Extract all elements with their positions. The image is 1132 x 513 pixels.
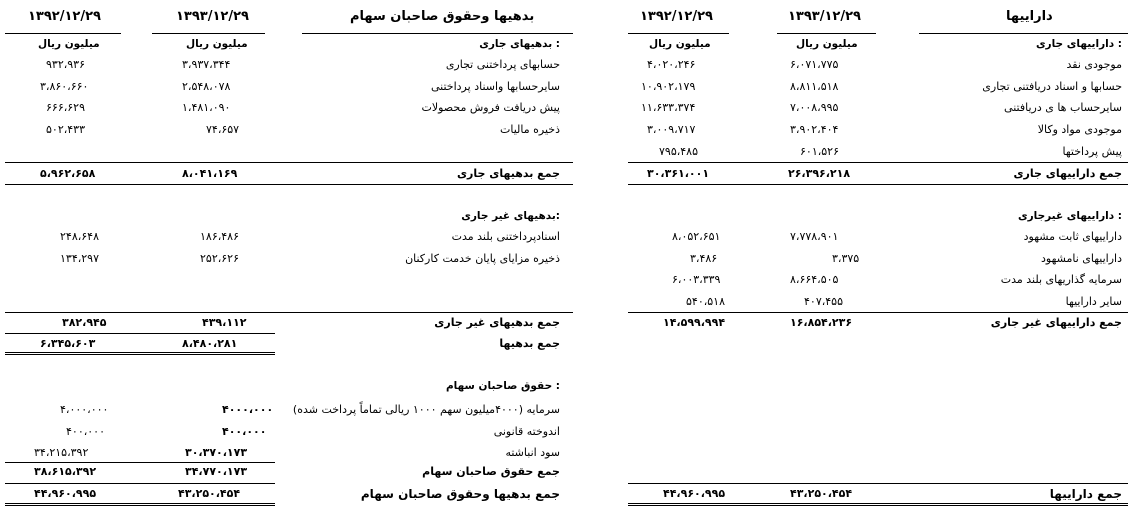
liabilities-row-v1393: ۱،۴۸۱،۰۹۰ <box>182 101 231 114</box>
liabilities-row-v1393: ۲۵۲،۶۲۶ <box>200 252 239 265</box>
assets-noncurrent-top-rule <box>628 312 1128 313</box>
assets-unit-1393: میلیون ریال <box>796 38 858 50</box>
assets-row-v1393: ۶،۰۷۱،۷۷۵ <box>790 58 839 71</box>
assets-col-1393-rule <box>777 33 876 34</box>
assets-row-v1392: ۳،۴۸۶ <box>690 252 718 265</box>
liabilities-unit-1392: میلیون ریال <box>38 38 100 50</box>
assets-noncurrent-total-v1392: ۱۴،۵۹۹،۹۹۴ <box>663 316 726 329</box>
liabilities-row-label: اسنادپرداختنی بلند مدت <box>451 230 560 243</box>
assets-noncurrent-heading: داراییهای غیرجاری : <box>1017 210 1122 222</box>
liabilities-current-total-v1393: ۸،۰۴۱،۱۶۹ <box>182 167 238 180</box>
assets-row-v1393: ۴۰۷،۴۵۵ <box>804 295 843 308</box>
assets-header-rule <box>919 33 1128 34</box>
assets-col-1393: ۱۳۹۳/۱۲/۲۹ <box>788 9 861 24</box>
assets-row-v1392: ۱۱،۶۳۳،۳۷۴ <box>641 101 696 114</box>
liabilities-row-v1392: ۱۳۴،۲۹۷ <box>60 252 99 265</box>
liabilities-row-v1393: ۱۸۶،۴۸۶ <box>200 230 239 243</box>
assets-row-v1392: ۵۴۰،۵۱۸ <box>686 295 725 308</box>
liabilities-grand-total-v1392: ۴۴،۹۶۰،۹۹۵ <box>34 487 97 500</box>
liabilities-row-label: ذخیره مزایای پایان خدمت کارکنان <box>405 252 560 265</box>
equity-row-v1393: ۳۰،۳۷۰،۱۷۳ <box>185 446 248 459</box>
assets-noncurrent-total-label: جمع داراییهای غیر جاری <box>990 316 1122 329</box>
assets-current-total-v1392: ۳۰،۳۶۱،۰۰۱ <box>647 167 710 180</box>
liabilities-row-v1392: ۵۰۲،۴۳۳ <box>46 123 85 136</box>
liabilities-row-v1392: ۹۳۲،۹۳۶ <box>46 58 85 71</box>
assets-current-heading: داراییهای جاری : <box>1035 38 1122 50</box>
assets-row-v1392: ۳،۰۰۹،۷۱۷ <box>647 123 696 136</box>
liabilities-total-top-rule <box>5 333 275 334</box>
assets-row-label: سایر داراییها <box>1065 295 1122 308</box>
equity-total-v1393: ۳۴،۷۷۰،۱۷۳ <box>185 465 248 478</box>
assets-row-label: موجودی نقد <box>1066 58 1122 71</box>
liabilities-noncurrent-total-label: جمع بدهیهای غیر جاری <box>434 316 560 329</box>
liabilities-noncurrent-top-rule <box>5 312 573 313</box>
liabilities-total-v1393: ۸،۴۸۰،۲۸۱ <box>182 337 238 350</box>
liabilities-header-rule <box>302 33 573 34</box>
assets-grand-total-double-rule <box>628 503 1128 506</box>
assets-row-v1393: ۳،۳۷۵ <box>832 252 860 265</box>
assets-row-v1392: ۸،۰۵۲،۶۵۱ <box>672 230 721 243</box>
assets-unit-1392: میلیون ریال <box>649 38 711 50</box>
equity-total-top-rule <box>5 462 275 463</box>
assets-grand-total-label: جمع داراییها <box>1049 487 1122 501</box>
assets-current-total-label: جمع داراییهای جاری <box>1013 167 1122 180</box>
liabilities-current-top-rule <box>5 162 573 163</box>
liabilities-grand-total-label: جمع بدهیها وحقوق صاحبان سهام <box>360 487 560 501</box>
assets-row-label: داراییهای ثابت مشهود <box>1023 230 1122 243</box>
assets-row-v1392: ۴،۰۲۰،۲۴۶ <box>647 58 696 71</box>
assets-grand-total-v1393: ۴۳،۲۵۰،۴۵۴ <box>790 487 853 500</box>
liabilities-row-v1392: ۶۶۶،۶۲۹ <box>46 101 85 114</box>
liabilities-row-label: حسابهای پرداختنی تجاری <box>445 58 560 71</box>
equity-row-v1392: ۳۴،۲۱۵،۳۹۲ <box>34 446 89 459</box>
assets-row-v1392: ۶،۰۰۳،۳۳۹ <box>672 273 721 286</box>
liabilities-noncurrent-heading: بدهیهای غیر جاری: <box>461 210 560 222</box>
equity-row-v1393: ۴۰۰،۰۰۰ <box>222 425 267 438</box>
liabilities-total-double-rule <box>5 352 275 355</box>
assets-row-label: موجودی مواد وکالا <box>1037 123 1122 136</box>
assets-current-total-v1393: ۲۶،۳۹۶،۲۱۸ <box>788 167 851 180</box>
assets-grand-total-top-rule <box>628 483 1128 484</box>
assets-grand-total-v1392: ۴۴،۹۶۰،۹۹۵ <box>663 487 726 500</box>
assets-noncurrent-total-v1393: ۱۶،۸۵۴،۲۳۶ <box>790 316 853 329</box>
liabilities-row-label: ذخیره مالیات <box>500 123 560 136</box>
liabilities-col-1392: ۱۳۹۲/۱۲/۲۹ <box>28 9 101 24</box>
liabilities-grand-total-v1393: ۴۳،۲۵۰،۴۵۴ <box>178 487 241 500</box>
assets-row-label: حسابها و اسناد دریافتنی تجاری <box>982 80 1122 93</box>
liabilities-noncurrent-total-v1392: ۳۸۲،۹۴۵ <box>62 316 107 329</box>
equity-total-v1392: ۳۸،۶۱۵،۳۹۲ <box>34 465 97 478</box>
liabilities-row-v1392: ۳،۸۶۰،۶۶۰ <box>40 80 89 93</box>
liabilities-grand-total-top-rule <box>5 483 275 484</box>
equity-heading: حقوق صاحبان سهام : <box>445 380 560 392</box>
liabilities-current-total-label: جمع بدهیهای جاری <box>456 167 560 180</box>
liabilities-unit-1393: میلیون ریال <box>186 38 248 50</box>
liabilities-col-1392-rule <box>5 33 121 34</box>
equity-row-v1392: ۴،۰۰۰،۰۰۰ <box>60 403 109 416</box>
liabilities-current-heading: بدهیهای جاری : <box>479 38 560 50</box>
assets-row-v1393: ۷،۷۷۸،۹۰۱ <box>790 230 839 243</box>
assets-row-label: داراییهای نامشهود <box>1040 252 1122 265</box>
liabilities-col-1393-rule <box>152 33 265 34</box>
assets-row-label: سرمایه گذاریهای بلند مدت <box>1000 273 1122 286</box>
liabilities-grand-total-double-rule <box>5 503 275 506</box>
equity-row-v1393: ۴۰۰۰،۰۰۰ <box>222 403 274 416</box>
assets-header: داراییها <box>1006 9 1053 24</box>
assets-col-1392: ۱۳۹۲/۱۲/۲۹ <box>640 9 713 24</box>
equity-row-v1392: ۴۰۰،۰۰۰ <box>66 425 105 438</box>
assets-row-v1393: ۸،۸۱۱،۵۱۸ <box>790 80 839 93</box>
liabilities-total-v1392: ۶،۳۴۵،۶۰۳ <box>40 337 96 350</box>
equity-total-label: جمع حقوق صاحبان سهام <box>422 465 560 478</box>
assets-row-v1393: ۷،۰۰۸،۹۹۵ <box>790 101 839 114</box>
liabilities-row-v1392: ۲۴۸،۶۴۸ <box>60 230 99 243</box>
equity-row-label: سرمایه (۴۰۰۰میلیون سهم ۱۰۰۰ ریالی تماماً پرداخت شده) <box>292 403 560 416</box>
liabilities-current-bottom-rule <box>5 184 573 185</box>
liabilities-col-1393: ۱۳۹۳/۱۲/۲۹ <box>176 9 249 24</box>
assets-row-v1393: ۳،۹۰۲،۴۰۴ <box>790 123 839 136</box>
assets-row-v1393: ۶۰۱،۵۲۶ <box>800 145 839 158</box>
liabilities-row-v1393: ۳،۹۳۷،۳۴۴ <box>182 58 231 71</box>
equity-row-label: سود انباشته <box>505 446 560 459</box>
liabilities-row-v1393: ۷۴،۶۵۷ <box>206 123 240 136</box>
liabilities-row-label: سایرحسابها واسناد پرداختنی <box>431 80 560 93</box>
assets-row-label: پیش پرداختها <box>1062 145 1122 158</box>
assets-row-v1393: ۸،۶۶۴،۵۰۵ <box>790 273 839 286</box>
liabilities-noncurrent-total-v1393: ۴۳۹،۱۱۲ <box>202 316 247 329</box>
liabilities-total-label: جمع بدهیها <box>499 337 560 350</box>
assets-row-v1392: ۱۰،۹۰۲،۱۷۹ <box>641 80 696 93</box>
liabilities-row-v1393: ۲،۵۴۸،۰۷۸ <box>182 80 231 93</box>
assets-current-top-rule <box>628 162 1128 163</box>
assets-row-v1392: ۷۹۵،۴۸۵ <box>659 145 698 158</box>
assets-row-label: سایرحساب ها ی دریافتنی <box>1004 101 1122 114</box>
assets-col-1392-rule <box>628 33 729 34</box>
liabilities-current-total-v1392: ۵،۹۶۲،۶۵۸ <box>40 167 96 180</box>
liabilities-header: بدهیها وحقوق صاحبان سهام <box>350 9 535 24</box>
assets-current-bottom-rule <box>628 184 1128 185</box>
equity-row-label: اندوخته قانونی <box>493 425 560 438</box>
liabilities-row-label: پیش دریافت فروش محصولات <box>421 101 560 114</box>
